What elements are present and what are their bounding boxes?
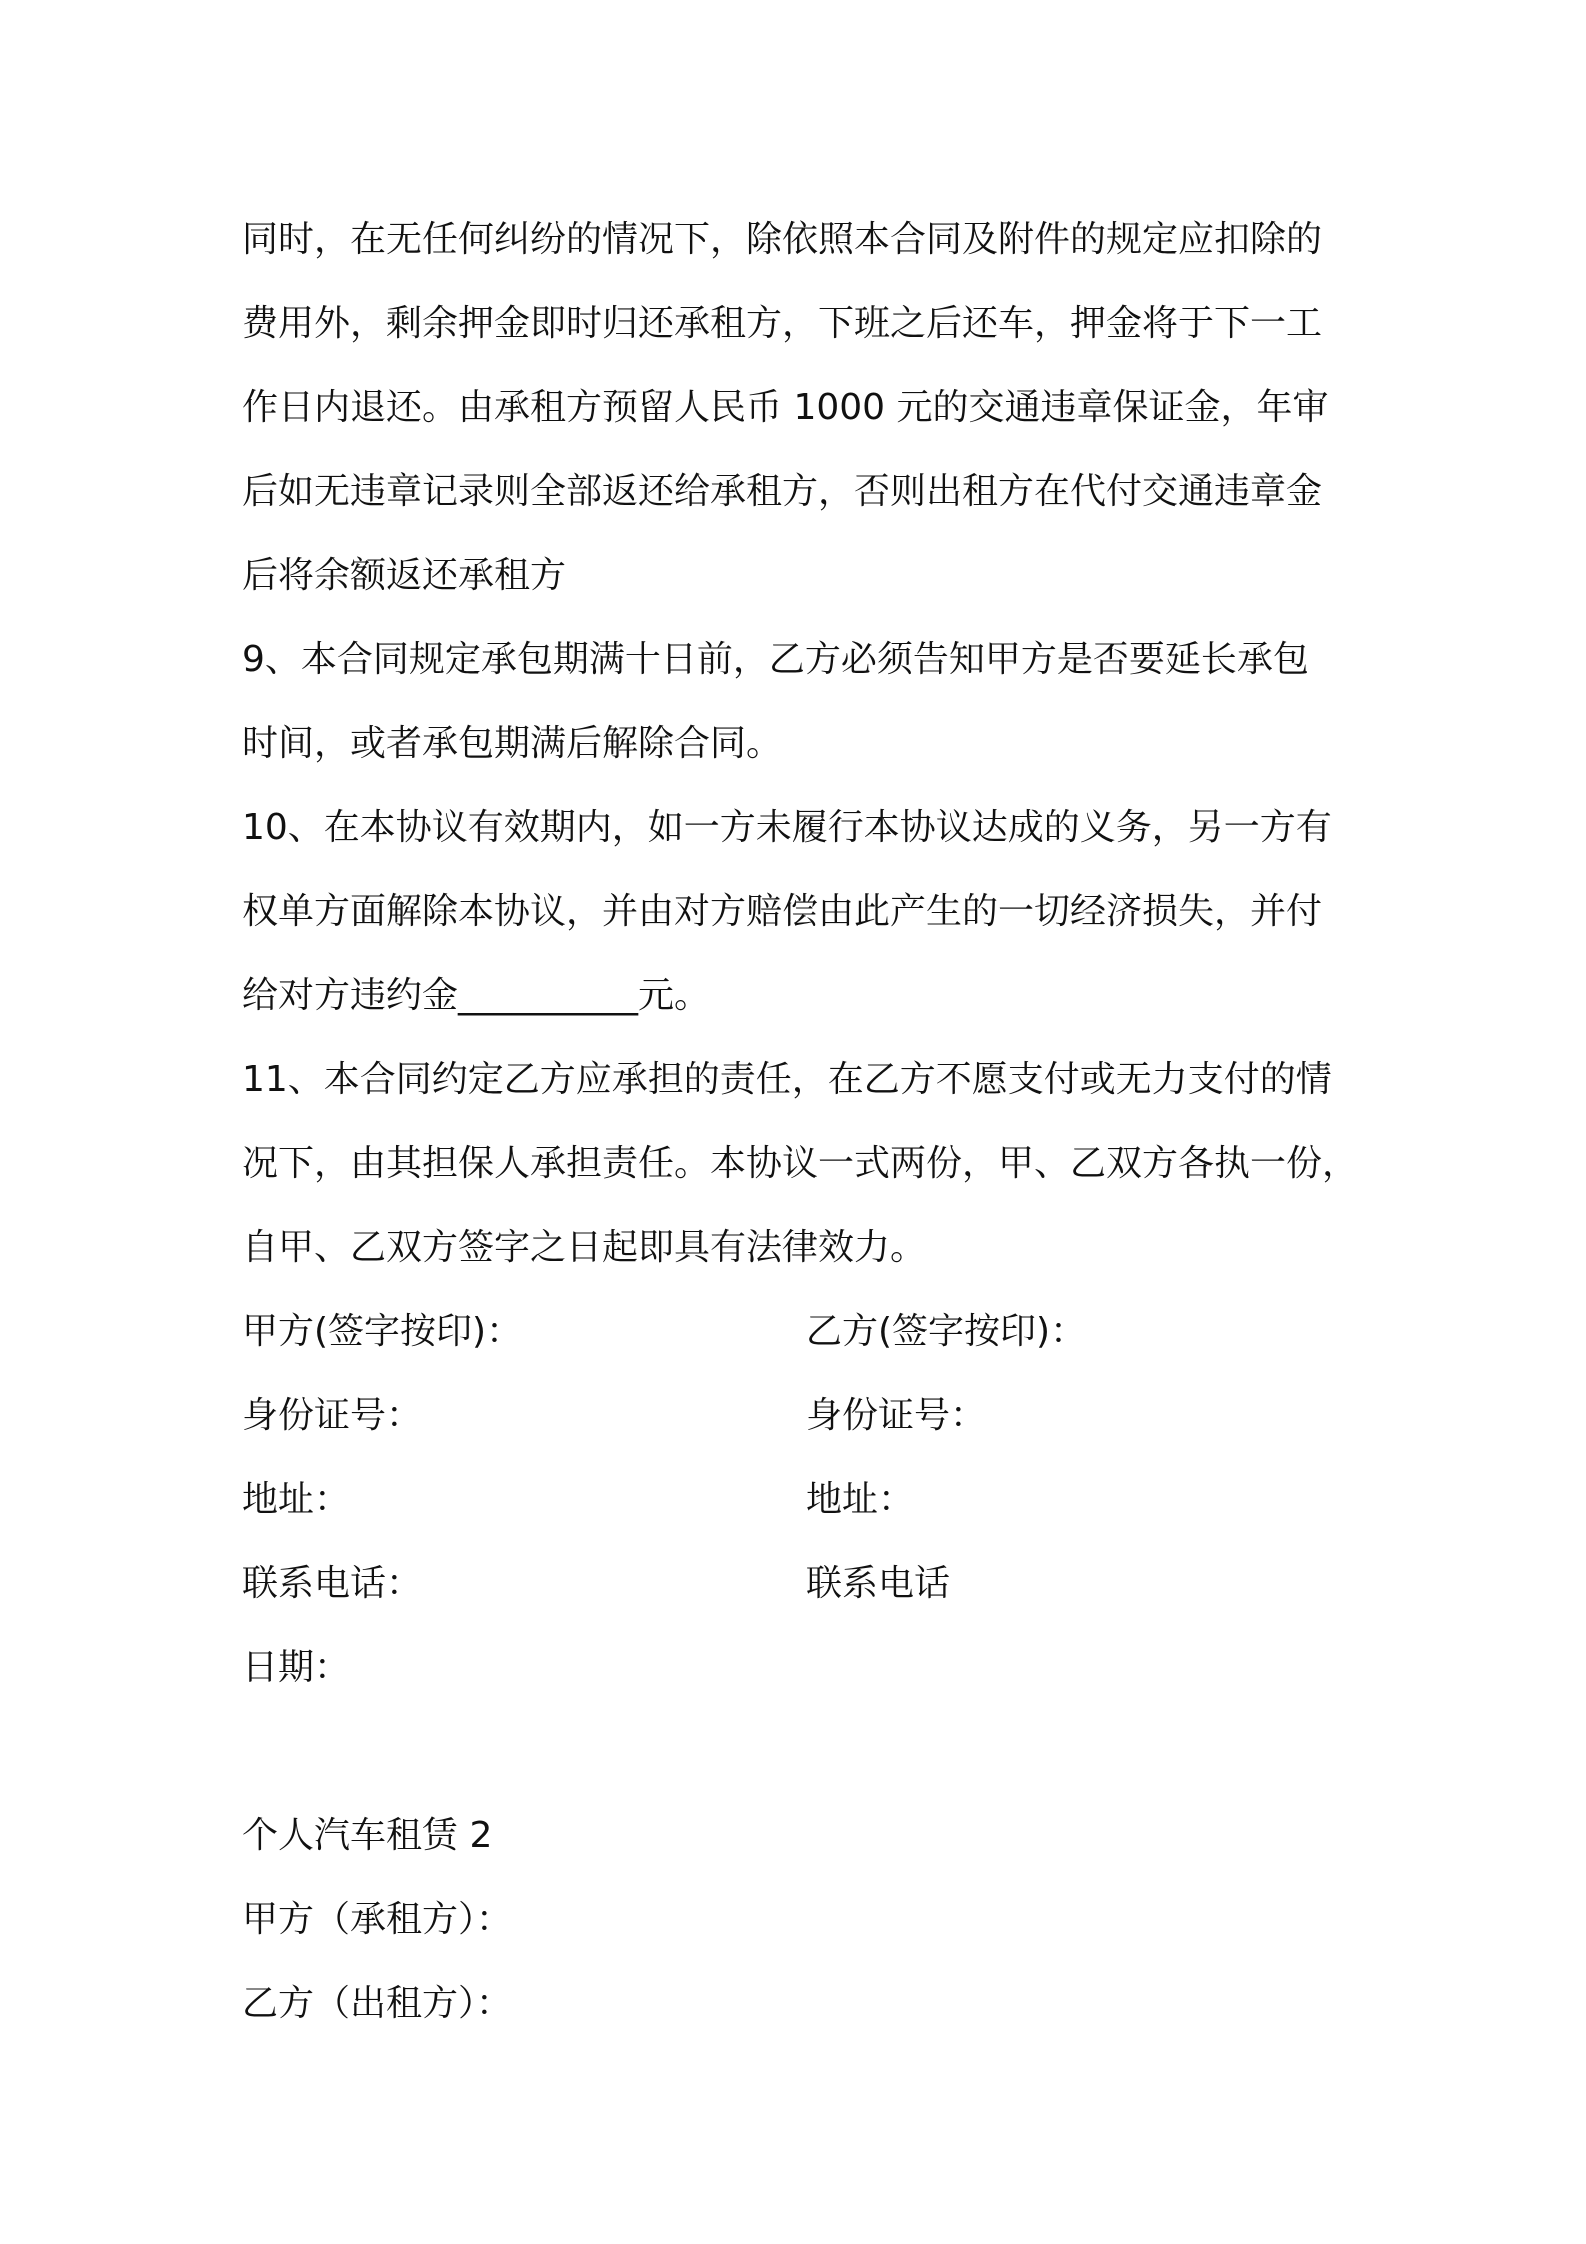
text-line: 9、本合同规定承包期满十日前，乙方必须告知甲方是否要延长承包 <box>242 639 1309 680</box>
text-line: 10、在本协议有效期内，如一方未履行本协议达成的义务，另一方有 <box>242 807 1332 848</box>
second-contract-party-b: 乙方（出租方）： <box>242 1983 513 2024</box>
text-line: 11、本合同约定乙方应承担的责任，在乙方不愿支付或无力支付的情 <box>242 1059 1332 1100</box>
text-line: 作日内退还。由承租方预留人民币 1000 元的交通违章保证金，年审 <box>242 387 1329 428</box>
party-a-id-label: 身份证号： <box>242 1395 423 1436</box>
date-row <box>242 1626 1356 1710</box>
second-contract-header <box>242 1794 1356 2046</box>
clause-10 <box>242 786 1356 1038</box>
section-spacer <box>242 1710 1356 1794</box>
second-contract-title: 个人汽车租赁 2 <box>242 1815 493 1856</box>
party-b-address-label: 地址： <box>806 1479 915 1520</box>
party-b-sign-label: 乙方(签字按印)： <box>806 1311 1087 1352</box>
text-line: 费用外，剩余押金即时归还承租方，下班之后还车，押金将于下一工 <box>242 303 1323 344</box>
text-line: 后如无违章记录则全部返还给承租方，否则出租方在代付交通违章金 <box>242 471 1323 512</box>
party-a-address-label: 地址： <box>242 1479 351 1520</box>
party-b-id-label: 身份证号： <box>806 1395 987 1436</box>
second-contract-party-a: 甲方（承租方）： <box>242 1899 513 1940</box>
date-label: 日期： <box>242 1647 351 1688</box>
text-line: 给对方违约金__________元。 <box>242 975 711 1016</box>
address-row <box>242 1458 1356 1542</box>
signature-row <box>242 1290 1356 1374</box>
party-b-phone-label: 联系电话 <box>806 1563 951 1604</box>
party-a-sign-label: 甲方(签字按印)： <box>242 1311 523 1352</box>
clause-8-tail <box>242 198 1356 618</box>
clause-11 <box>242 1038 1359 1290</box>
text-line: 同时，在无任何纠纷的情况下，除依照本合同及附件的规定应扣除的 <box>242 219 1323 260</box>
signature-block <box>242 1290 1356 1710</box>
party-a-phone-label: 联系电话： <box>242 1563 423 1604</box>
document-body <box>242 198 1359 2046</box>
text-line: 权单方面解除本协议，并由对方赔偿由此产生的一切经济损失，并付 <box>242 891 1323 932</box>
text-line: 时间，或者承包期满后解除合同。 <box>242 723 783 764</box>
clause-9 <box>242 618 1356 786</box>
text-line: 后将余额返还承租方 <box>242 555 567 596</box>
id-row <box>242 1374 1356 1458</box>
text-line: 自甲、乙双方签字之日起即具有法律效力。 <box>242 1227 927 1268</box>
phone-row <box>242 1542 1356 1626</box>
text-line: 况下，由其担保人承担责任。本协议一式两份，甲、乙双方各执一份， <box>242 1143 1359 1184</box>
